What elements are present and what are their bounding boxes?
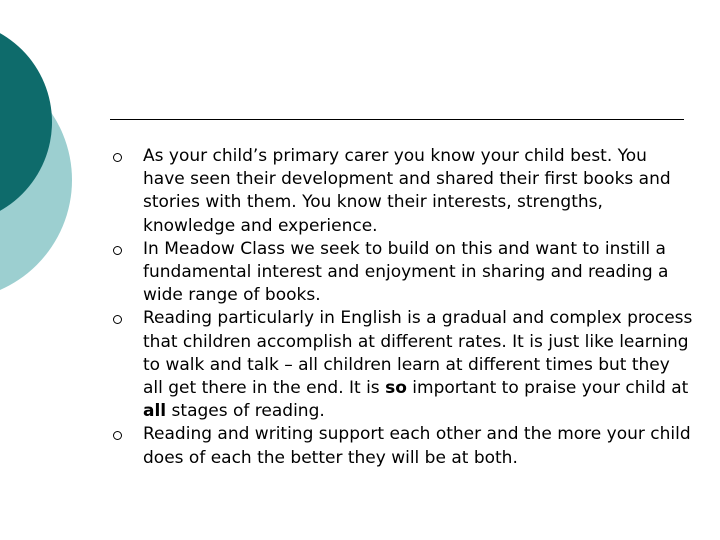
bullet-list	[113, 145, 693, 470]
bullet-text: As your child’s primary carer you know your child best. You have seen their development and shared their first books and stories with them. You know their interests, strengths, knowledge and experience.	[143, 146, 671, 236]
emphasis-so: so	[385, 378, 407, 399]
bullet-text-part: Reading particularly in English is a gradual and complex process that children accomplish at different rates. It is just like learning to walk and talk – all children learn at different times but they all get there in the end. It is	[143, 308, 693, 399]
bullet-text: Reading and writing support each other and the more your child does of each the better they will be at both.	[143, 424, 691, 468]
title-divider	[110, 119, 684, 120]
bullet-item-primary-carer	[113, 145, 693, 238]
hollow-circle-icon	[113, 153, 122, 162]
bullet-item-meadow-class	[113, 238, 693, 308]
bullet-item-reading-process	[113, 307, 693, 423]
bullet-text-part: stages of reading.	[166, 401, 325, 422]
emphasis-all: all	[143, 401, 167, 422]
bullet-text: In Meadow Class we seek to build on this and want to instill a fundamental interest and enjoyment in sharing and reading a wide range of books.	[143, 238, 669, 306]
hollow-circle-icon	[113, 315, 122, 324]
hollow-circle-icon	[113, 246, 122, 255]
bullet-text-part: important to praise your child at	[406, 378, 689, 399]
hollow-circle-icon	[113, 431, 122, 440]
bullet-item-reading-writing	[113, 423, 693, 469]
